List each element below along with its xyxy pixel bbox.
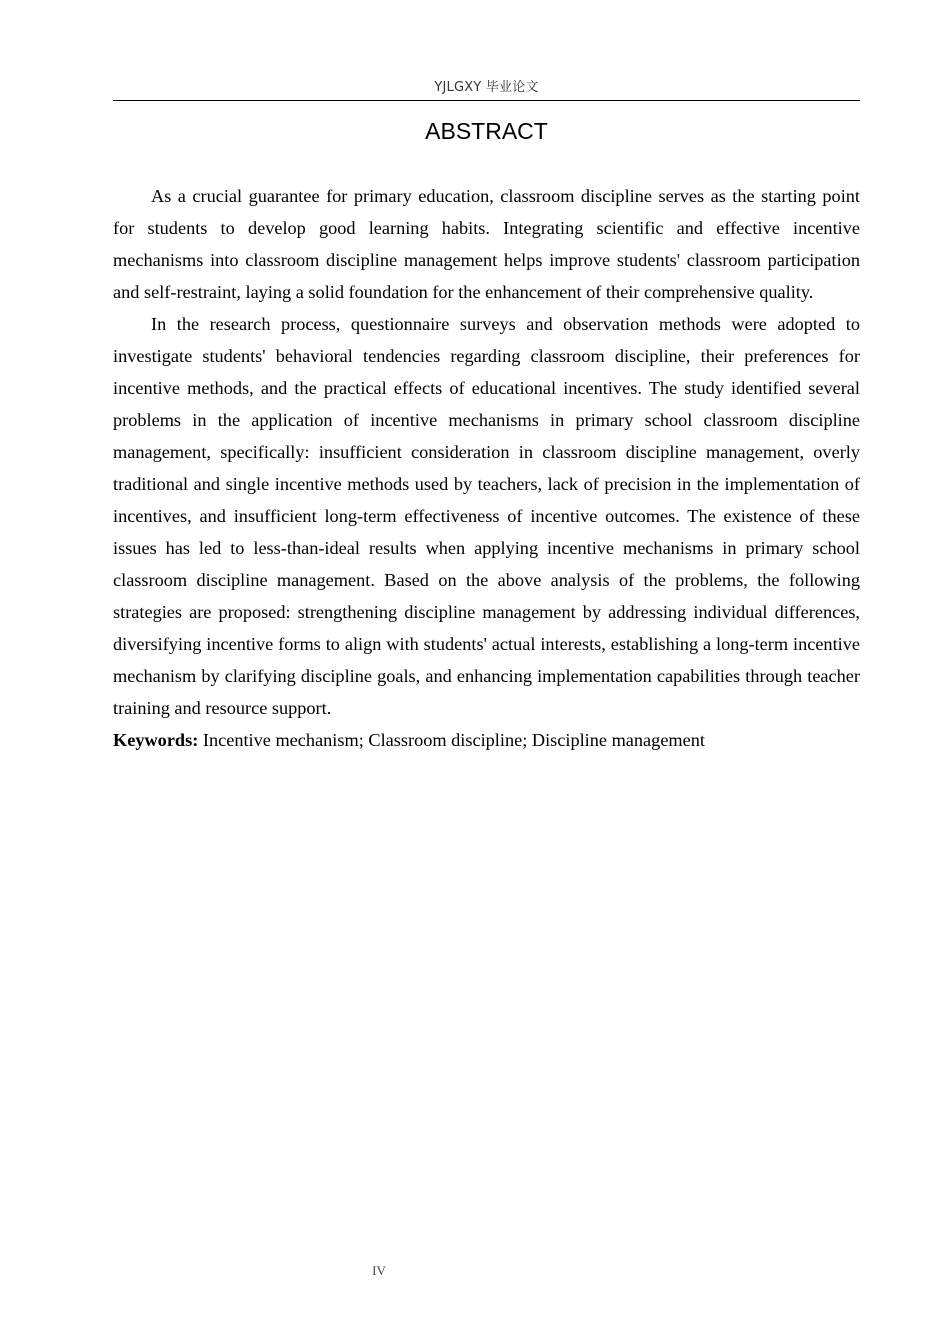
abstract-title: ABSTRACT: [425, 118, 548, 144]
keywords-line: [113, 724, 860, 756]
abstract-paragraph-1: As a crucial guarantee for primary education, classroom discipline serves as the starting point for students to develop good learning habits. Integrating scientific and effective incentive mechanisms into classroom discipline management helps improve students' classroom participation and self-restraint, laying a solid foundation for the enhancement of their comprehensive quality.: [113, 186, 860, 302]
header-text: YJLGXY 毕业论文: [434, 80, 539, 95]
abstract-paragraph-2: In the research process, questionnaire surveys and observation methods were adopted to investigate students' behavioral tendencies regarding classroom discipline, their preferences for incentive methods, and the practical effects of educational incentives. The study identified several problems in the application of incentive mechanisms in primary school classroom discipline management, specifically: insufficient consideration in classroom discipline management, overly traditional and single incentive methods used by teachers, lack of precision in the implementation of incentives, and insufficient long-term effectiveness of incentive outcomes. The existence of these issues has led to less-than-ideal results when applying incentive mechanisms in primary school classroom discipline management. Based on the above analysis of the problems, the following strategies are proposed: strengthening discipline management by addressing individual differences, diversifying incentive forms to align with students' actual interests, establishing a long-term incentive mechanism by clarifying discipline goals, and enhancing implementation capabilities through teacher training and resource support.: [113, 314, 860, 718]
keywords-label: Keywords:: [113, 730, 199, 750]
keywords-text: Incentive mechanism; Classroom discipline; Discipline management: [198, 730, 705, 750]
page-number: IV: [372, 1263, 386, 1278]
page-header: [113, 78, 860, 101]
abstract-body: [113, 180, 860, 756]
